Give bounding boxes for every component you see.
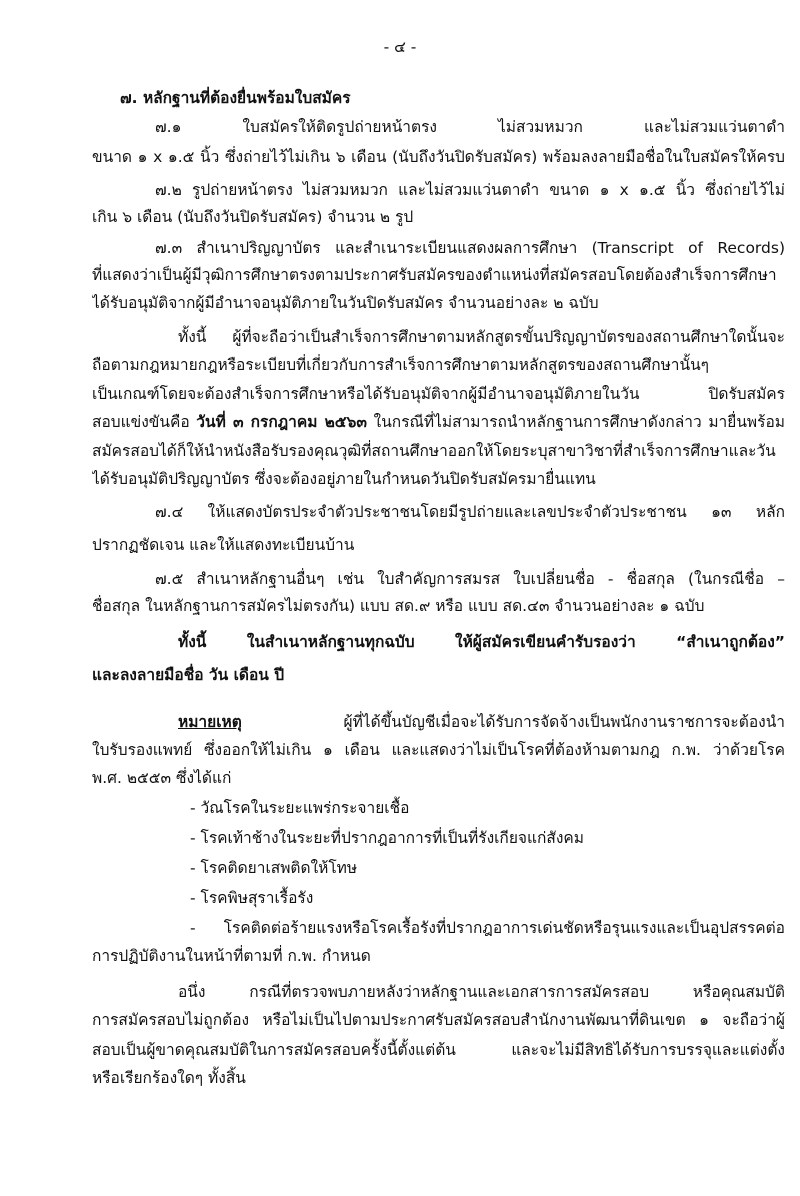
disease-list-item: - โรคติดยาเสพติดให้โทษ [190, 859, 358, 877]
remark-line: ใบรับรองแพทย์ ซึ่งออกให้ไม่เกิน ๑ เดือน และแสดงว่าไม่เป็นโรคที่ต้องห้ามตามกฎ ก.พ. ว่าด้วยโรค [92, 741, 785, 759]
certify-note-line: และลงลายมือชื่อ วัน เดือน ปี [92, 666, 285, 684]
disease-list-item: - วัณโรคในระยะแพร่กระจายเชื้อ [190, 799, 410, 817]
graduation-note-line [92, 409, 785, 435]
item-7-5-line: ชื่อสกุล ในหลักฐานการสมัครไม่ตรงกัน) แบบ สด.๙ หรือ แบบ สด.๔๓ จำนวนอย่างละ ๑ ฉบับ [92, 597, 705, 615]
final-note-line: สอบเป็นผู้ขาดคุณสมบัติในการสมัครสอบครั้งนี้ตั้งแต่ต้น และจะไม่มีสิทธิได้รับการบรรจุและแต่งตั้ง [92, 1041, 785, 1059]
item-7-3-line: ที่แสดงว่าเป็นผู้มีวุฒิการศึกษาตรงตามประกาศรับสมัครของตำแหน่งที่สมัครสอบโดยต้องสำเร็จการศึกษา [92, 266, 777, 284]
section-heading: ๗. หลักฐานที่ต้องยื่นพร้อมใบสมัคร [120, 89, 351, 107]
remark-line: พ.ศ. ๒๕๕๓ ซึ่งได้แก่ [92, 769, 232, 787]
final-note-line: การสมัครสอบไม่ถูกต้อง หรือไม่เป็นไปตามประกาศรับสมัครสอบสำนักงานพัฒนาที่ดินเขต ๑ จะถือว่าผู้ [92, 1011, 785, 1029]
graduation-note-line: ถือตามกฎหมายกฎหรือระเบียบที่เกี่ยวกับการสำเร็จการศึกษาตามหลักสูตรของสถานศึกษานั้นๆ [92, 356, 710, 374]
text: สอบแข่งขันคือ [92, 413, 197, 431]
disease-list-item: - โรคพิษสุราเรื้อรัง [190, 889, 314, 907]
certify-note-line: ทั้งนี้ ในสำเนาหลักฐานทุกฉบับ ให้ผู้สมัครเขียนคำรับรองว่า “สำเนาถูกต้อง” [178, 633, 785, 651]
graduation-note-line: เป็นเกณฑ์โดยจะต้องสำเร็จการศึกษาหรือได้รับอนุมัติจากผู้มีอำนาจอนุมัติภายในวัน ปิดรับสมัคร [92, 385, 785, 403]
graduation-note-line: ทั้งนี้ ผู้ที่จะถือว่าเป็นสำเร็จการศึกษาตามหลักสูตรขั้นปริญญาบัตรของสถานศึกษาใดนั้นจะ [178, 328, 785, 346]
item-7-1-line: ขนาด ๑ x ๑.๕ นิ้ว ซึ่งถ่ายไว้ไม่เกิน ๖ เดือน (นับถึงวันปิดรับสมัคร) พร้อมลงลายมือชื่อในใบสมัครให้ครบ [92, 148, 785, 166]
text: ในกรณีที่ไม่สามารถนำหลักฐานการศึกษาดังกล่าว มายื่นพร้อม [373, 413, 785, 431]
graduation-note-line: สมัครสอบได้ก็ให้นำหนังสือรับรองคุณวุฒิที่สถานศึกษาออกให้โดยระบุสาขาวิชาที่สำเร็จการศึกษาและวัน [92, 442, 776, 460]
remark-line [178, 709, 785, 735]
item-7-1-line: ๗.๑ ใบสมัครให้ติดรูปถ่ายหน้าตรง ไม่สวมหมวก และไม่สวมแว่นตาดำ [155, 118, 785, 136]
disease-list-item: - โรคเท้าช้างในระยะที่ปรากฎอาการที่เป็นที่รังเกียจแก่สังคม [190, 829, 584, 847]
item-7-4-line: ๗.๔ ให้แสดงบัตรประจำตัวประชาชนโดยมีรูปถ่ายและเลขประจำตัวประชาชน ๑๓ หลัก [155, 503, 785, 521]
item-7-3-line: ได้รับอนุมัติจากผู้มีอำนาจอนุมัติภายในวันปิดรับสมัคร จำนวนอย่างละ ๒ ฉบับ [92, 294, 599, 312]
graduation-note-line: ได้รับอนุมัติปริญญาบัตร ซึ่งจะต้องอยู่ภายในกำหนดวันปิดรับสมัครมายื่นแทน [92, 470, 596, 488]
text: ผู้ที่ได้ขึ้นบัญชีเมื่อจะได้รับการจัดจ้างเป็นพนักงานราชการจะต้องนำ [241, 713, 785, 731]
item-7-2-line: เกิน ๖ เดือน (นับถึงวันปิดรับสมัคร) จำนวน ๒ รูป [92, 208, 414, 226]
item-7-3-line: ๗.๓ สำเนาปริญญาบัตร และสำเนาระเบียนแสดงผลการศึกษา (Transcript of Records) [155, 239, 785, 257]
remark-label: หมายเหตุ [178, 713, 242, 731]
final-note-line: อนึ่ง กรณีที่ตรวจพบภายหลังว่าหลักฐานและเอกสารการสมัครสอบ หรือคุณสมบัติ [178, 983, 785, 1001]
disease-list-item: - โรคติดต่อร้ายแรงหรือโรคเรื้อรังที่ปรากฎอาการเด่นชัดหรือรุนแรงและเป็นอุปสรรคต่อ [190, 919, 785, 937]
item-7-4-line: ปรากฏชัดเจน และให้แสดงทะเบียนบ้าน [92, 536, 355, 554]
final-note-line: หรือเรียกร้องใดๆ ทั้งสิ้น [92, 1069, 246, 1087]
item-7-2-line: ๗.๒ รูปถ่ายหน้าตรง ไม่สวมหมวก และไม่สวมแว่นตาดำ ขนาด ๑ x ๑.๕ นิ้ว ซึ่งถ่ายไว้ไม่ [155, 181, 785, 199]
page-number: - ๔ - [383, 38, 417, 56]
item-7-5-line: ๗.๕ สำเนาหลักฐานอื่นๆ เช่น ใบสำคัญการสมรส ใบเปลี่ยนชื่อ - ชื่อสกุล (ในกรณีชื่อ – [155, 570, 785, 588]
deadline-date: วันที่ ๓ กรกฎาคม ๒๕๖๓ [196, 413, 367, 431]
disease-list-item-cont: การปฏิบัติงานในหน้าที่ตามที่ ก.พ. กำหนด [92, 947, 371, 965]
